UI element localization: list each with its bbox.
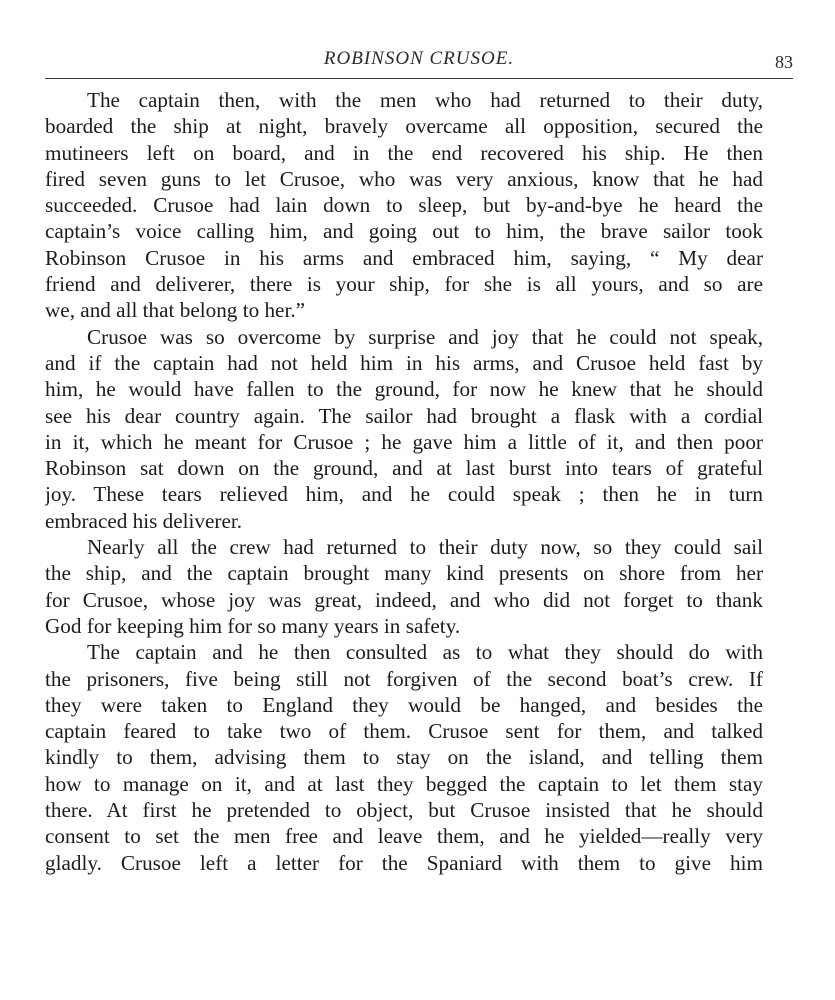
text-line: fired seven guns to let Crusoe, who was very anxious, know that he had (45, 166, 763, 191)
running-head (45, 42, 793, 72)
text-line: Robinson sat down on the ground, and at last burst into tears of grateful (45, 456, 763, 481)
text-line: The captain then, with the men who had returned to their duty, (87, 88, 763, 112)
text-line: The captain and he then consulted as to what they should do with (87, 640, 763, 665)
text-line: and if the captain had not held him in his arms, and Crusoe held fast by (45, 350, 763, 375)
text-line: for Crusoe, whose joy was great, indeed, and who did not forget to thank (45, 587, 763, 612)
text-line: Robinson Crusoe in his arms and embraced him, saying, “ My dear (45, 245, 763, 270)
body-text (45, 87, 763, 876)
text-line: captain feared to take two of them. Crusoe sent for them, and talked (45, 719, 763, 744)
text-line: captain’s voice calling him, and going out to him, the brave sailor took (45, 219, 763, 244)
text-line: joy. These tears relieved him, and he could speak ; then he in turn (45, 482, 763, 507)
text-line: gladly. Crusoe left a letter for the Spaniard with them to give him (45, 850, 763, 875)
text-line: kindly to them, advising them to stay on the island, and telling them (45, 745, 763, 770)
text-line: friend and deliverer, there is your ship, for she is all yours, and so are (45, 272, 763, 297)
text-line: they were taken to England they would be hanged, and besides the (45, 692, 763, 717)
text-line: we, and all that belong to her.” (45, 298, 306, 323)
page-number: 83 (775, 52, 793, 72)
text-line: how to manage on it, and at last they begged the captain to let them stay (45, 771, 763, 796)
text-line: see his dear country again. The sailor had brought a flask with a cordial (45, 403, 763, 428)
text-line: mutineers left on board, and in the end recovered his ship. He then (45, 140, 763, 165)
text-line: him, he would have fallen to the ground, for now he knew that he should (45, 377, 763, 402)
text-line: consent to set the men free and leave them, and he yielded—really very (45, 824, 763, 849)
text-line: boarded the ship at night, bravely overcame all opposition, secured the (45, 114, 763, 139)
text-line: the ship, and the captain brought many kind presents on shore from her (45, 561, 763, 586)
text-line: succeeded. Crusoe had lain down to sleep, but by-and-bye he heard the (45, 193, 763, 218)
header-rule (45, 78, 793, 79)
text-line: in it, which he meant for Crusoe ; he gave him a little of it, and then poor (45, 429, 763, 454)
text-line: there. At first he pretended to object, but Crusoe insisted that he should (45, 798, 763, 823)
text-line: Nearly all the crew had returned to their duty now, so they could sail (87, 535, 763, 560)
paragraph (45, 324, 763, 534)
text-line: embraced his deliverer. (45, 508, 243, 533)
paragraph (45, 639, 763, 876)
running-title: ROBINSON CRUSOE. (323, 48, 515, 69)
text-line: God for keeping him for so many years in safety. (45, 613, 461, 638)
text-line: Crusoe was so overcome by surprise and joy that he could not speak, (87, 324, 763, 349)
text-line: the prisoners, five being still not forgiven of the second boat’s crew. If (45, 666, 763, 691)
paragraph (45, 87, 763, 324)
paragraph (45, 534, 763, 639)
